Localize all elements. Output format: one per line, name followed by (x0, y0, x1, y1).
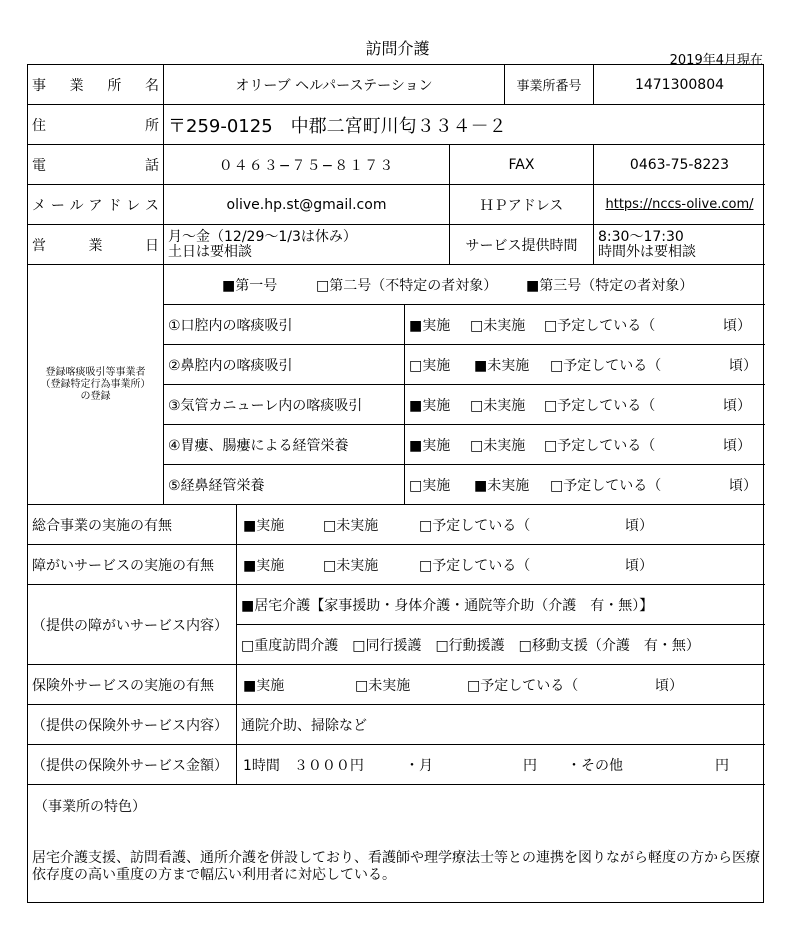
status-period: 頃） (625, 557, 653, 574)
fee-other: ・その他 (567, 757, 623, 774)
status-implemented: □実施 (409, 357, 451, 374)
fax-number: 0463-75-8223 (594, 145, 765, 185)
office-name: オリーブ ヘルパーステーション (164, 65, 505, 105)
status-not-implemented: □未実施 (470, 437, 526, 454)
fax-label: FAX (450, 145, 594, 185)
suction-label-line3: の登録 (80, 390, 111, 402)
business-days (164, 225, 450, 265)
status-period: 頃） (723, 317, 751, 334)
suction-type-row (164, 265, 765, 305)
status-planned: □予定している（ (550, 477, 662, 494)
status-period: 頃） (655, 677, 683, 694)
page-title: 訪問介護 (365, 39, 430, 58)
suction-registration-label (28, 265, 164, 505)
as-of-date: 2019年4月現在 (669, 53, 763, 68)
status-period: 頃） (625, 517, 653, 534)
office-info-form (27, 64, 764, 903)
office-name-label: 事 業 所 名 (28, 65, 164, 105)
disability-service-status (237, 545, 765, 585)
suction-item-1-name: ①口腔内の喀痰吸引 (164, 305, 405, 345)
disability-service-label: 障がいサービスの実施の有無 (28, 545, 237, 585)
general-program-label: 総合事業の実施の有無 (28, 505, 237, 545)
suction-label-line1: 登録喀痰吸引等事業者 (45, 366, 146, 378)
disability-content-label: （提供の障がいサービス内容） (28, 585, 237, 665)
features-label: （事業所の特色） (34, 799, 146, 815)
status-implemented: ■実施 (243, 557, 285, 574)
service-hours-line1: 8:30〜17:30 (598, 228, 684, 245)
email-label: メ ー ル ア ド レ ス (28, 185, 164, 225)
status-planned: □予定している（ (467, 677, 579, 694)
suction-label-line2: （登録特定行為事業所） (40, 378, 151, 390)
business-days-label: 営 業 日 (28, 225, 164, 265)
phone-label: 電 話 (28, 145, 164, 185)
hp-cell (594, 185, 765, 225)
status-planned: □予定している（ (419, 517, 531, 534)
status-implemented: ■実施 (409, 397, 451, 414)
status-not-implemented: □未実施 (323, 517, 379, 534)
service-hours-line2: 時間外は要相談 (598, 243, 696, 260)
hp-link[interactable]: https://nccs-olive.com/ (605, 197, 754, 212)
suction-item-4-name: ④胃瘻、腸瘻による経管栄養 (164, 425, 405, 465)
fee-month: ・月 (405, 757, 433, 774)
status-not-implemented: ■未実施 (474, 477, 530, 494)
hp-label: ＨＰアドレス (450, 185, 594, 225)
status-period: 頃） (723, 437, 751, 454)
suction-item-1-status (405, 305, 765, 345)
uninsured-content: 通院介助、掃除など (237, 705, 765, 745)
suction-type1: ■第一号 (222, 277, 278, 294)
service-hours-label: サービス提供時間 (450, 225, 594, 265)
status-not-implemented: □未実施 (355, 677, 411, 694)
suction-item-3-status (405, 385, 765, 425)
status-period: 頃） (729, 477, 757, 494)
address: 〒259-0125 中郡二宮町川匂３３４－２ (164, 105, 765, 145)
status-planned: □予定している（ (550, 357, 662, 374)
status-period: 頃） (723, 397, 751, 414)
status-not-implemented: □未実施 (470, 397, 526, 414)
status-not-implemented: ■未実施 (474, 357, 530, 374)
suction-item-2-status (405, 345, 765, 385)
status-not-implemented: □未実施 (323, 557, 379, 574)
status-implemented: ■実施 (409, 437, 451, 454)
email-address: olive.hp.st@gmail.com (164, 185, 450, 225)
status-not-implemented: □未実施 (470, 317, 526, 334)
uninsured-content-label: （提供の保険外サービス内容） (28, 705, 237, 745)
status-planned: □予定している（ (544, 397, 656, 414)
suction-item-2-name: ②鼻腔内の喀痰吸引 (164, 345, 405, 385)
suction-type2: □第二号（不特定の者対象） (316, 277, 498, 294)
uninsured-fee (237, 745, 765, 785)
status-planned: □予定している（ (544, 317, 656, 334)
status-implemented: □実施 (409, 477, 451, 494)
status-planned: □予定している（ (544, 437, 656, 454)
uninsured-service-label: 保険外サービスの実施の有無 (28, 665, 237, 705)
suction-type3: ■第三号（特定の者対象） (526, 277, 694, 294)
status-planned: □予定している（ (419, 557, 531, 574)
suction-item-5-status (405, 465, 765, 505)
fee-other-yen: 円 (715, 757, 729, 774)
business-days-line1: 月〜金（12/29〜1/3は休み） (168, 228, 357, 245)
status-implemented: ■実施 (243, 677, 285, 694)
suction-item-5-name: ⑤経鼻経管栄養 (164, 465, 405, 505)
status-implemented: ■実施 (243, 517, 285, 534)
address-label: 住 所 (28, 105, 164, 145)
status-period: 頃） (729, 357, 757, 374)
uninsured-fee-label: （提供の保険外サービス金額） (28, 745, 237, 785)
service-hours (594, 225, 765, 265)
general-program-status (237, 505, 765, 545)
fee-per-hour: 1時間 ３０００円 (243, 757, 364, 774)
office-number-label: 事業所番号 (505, 65, 594, 105)
business-days-line2: 土日は要相談 (168, 243, 252, 260)
disability-content-line1: ■居宅介護【家事援助・身体介護・通院等介助（介護 有・無）】 (237, 585, 765, 625)
phone-number: ０４６３−７５−８１７３ (164, 145, 450, 185)
disability-content-line2: □重度訪問介護 □同行援護 □行動援護 □移動支援（介護 有・無） (237, 625, 765, 665)
suction-item-4-status (405, 425, 765, 465)
suction-item-3-name: ③気管カニューレ内の喀痰吸引 (164, 385, 405, 425)
uninsured-service-status (237, 665, 765, 705)
fee-month-yen: 円 (523, 757, 537, 774)
features-text: 居宅介護支援、訪問看護、通所介護を併設しており、看護師や理学療法士等との連携を図りながら軽度の方から医療依存度の高い重度の方まで幅広い利用者に対応している。 (32, 850, 760, 883)
office-number: 1471300804 (594, 65, 765, 105)
status-implemented: ■実施 (409, 317, 451, 334)
